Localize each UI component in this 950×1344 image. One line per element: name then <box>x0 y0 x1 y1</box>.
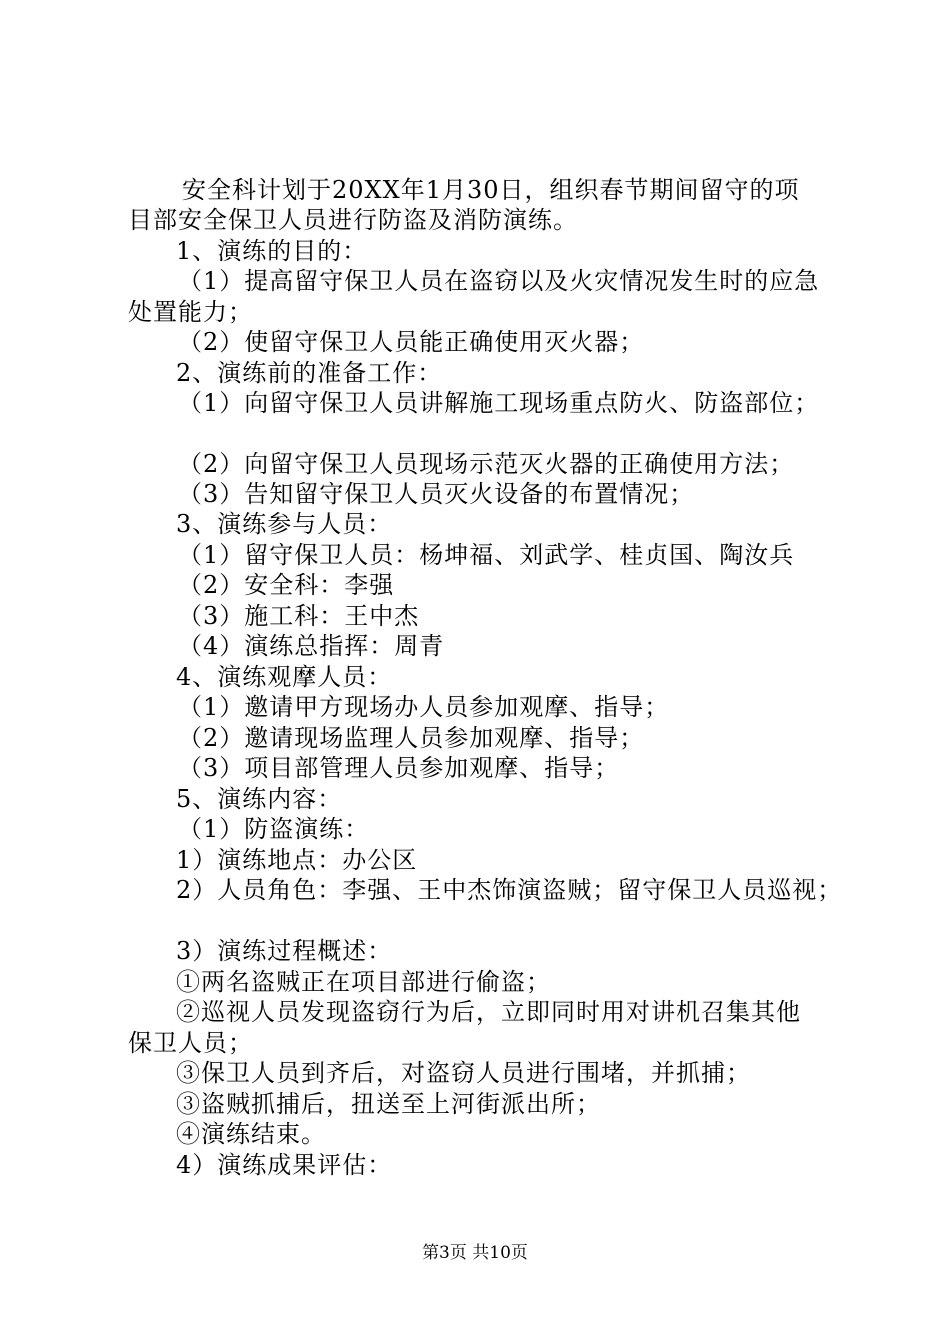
paragraph-line: 处置能力； <box>128 298 253 326</box>
list-item: ③保卫人员到齐后，对盗窃人员进行围堵，并抓捕； <box>176 1059 751 1087</box>
list-item: （1）留守保卫人员：杨坤福、刘武学、桂贞国、陶汝兵 <box>178 541 795 569</box>
paragraph-line: 目部安全保卫人员进行防盗及消防演练。 <box>128 206 578 234</box>
list-item: 1）演练地点：办公区 <box>176 846 418 874</box>
list-item: 3）演练过程概述： <box>176 937 393 965</box>
list-item: ②巡视人员发现盗窃行为后，立即同时用对讲机召集其他 <box>176 998 801 1026</box>
section-heading: 4、演练观摩人员： <box>176 663 393 691</box>
list-item: （3）告知留守保卫人员灭火设备的布置情况； <box>178 480 695 508</box>
section-heading: 5、演练内容： <box>176 785 343 813</box>
list-item: ①两名盗贼正在项目部进行偷盗； <box>176 968 551 996</box>
list-item: ③盗贼抓捕后，扭送至上河街派出所； <box>176 1090 601 1118</box>
list-item: （2）安全科：李强 <box>178 571 395 599</box>
section-heading: 2、演练前的准备工作： <box>176 359 443 387</box>
section-heading: 3、演练参与人员： <box>176 510 393 538</box>
list-item: （4）演练总指挥：周青 <box>178 632 445 660</box>
page-number-footer: 第3页 共10页 <box>422 1243 528 1263</box>
list-item: （2）向留守保卫人员现场示范灭火器的正确使用方法； <box>178 450 795 478</box>
list-item: 2）人员角色：李强、王中杰饰演盗贼；留守保卫人员巡视； <box>176 876 843 904</box>
list-item: （3）项目部管理人员参加观摩、指导； <box>178 754 620 782</box>
section-heading: 1、演练的目的： <box>176 237 368 265</box>
list-item: ④演练结束。 <box>176 1120 326 1148</box>
list-item: （1）提高留守保卫人员在盗窃以及火灾情况发生时的应急 <box>178 267 820 295</box>
list-item: （1）向留守保卫人员讲解施工现场重点防火、防盗部位； <box>178 389 820 417</box>
paragraph-line: 安全科计划于20XX年1月30日，组织春节期间留守的项 <box>182 176 800 204</box>
list-item: 4）演练成果评估： <box>176 1151 393 1179</box>
list-item: （1）防盗演练： <box>178 815 370 843</box>
list-item: （1）邀请甲方现场办人员参加观摩、指导； <box>178 693 670 721</box>
list-item: （3）施工科：王中杰 <box>178 602 420 630</box>
paragraph-line: 保卫人员； <box>128 1029 253 1057</box>
list-item: （2）邀请现场监理人员参加观摩、指导； <box>178 724 645 752</box>
list-item: （2）使留守保卫人员能正确使用灭火器； <box>178 328 645 356</box>
